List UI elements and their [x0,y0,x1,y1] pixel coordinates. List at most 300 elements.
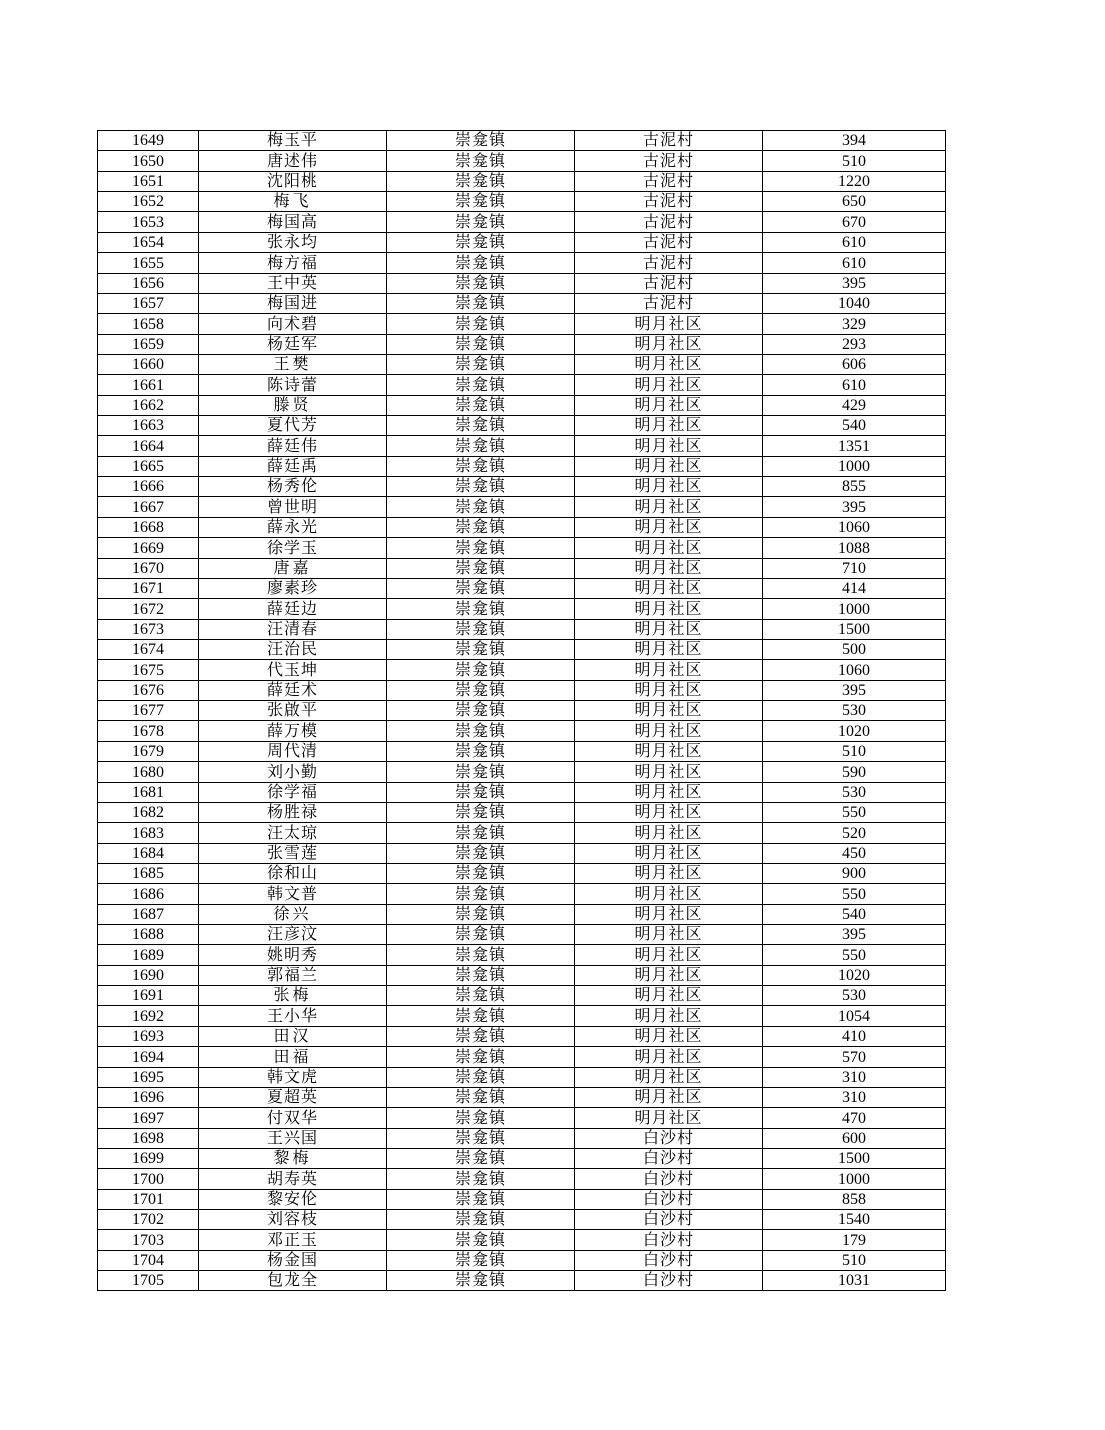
amount-cell: 858 [763,1189,946,1209]
table-row [98,741,946,761]
name-cell: 陈诗蕾 [199,375,387,395]
table-row [98,131,946,151]
village-cell: 明月社区 [575,334,763,354]
table-row [98,1230,946,1250]
amount-cell: 855 [763,477,946,497]
village-cell: 明月社区 [575,721,763,741]
town-cell: 崇龛镇 [387,762,575,782]
table-row [98,558,946,578]
name-cell: 邓正玉 [199,1230,387,1250]
row-number-cell: 1657 [98,293,199,313]
name-cell: 黎梅 [199,1148,387,1168]
village-cell: 明月社区 [575,538,763,558]
row-number-cell: 1674 [98,639,199,659]
town-cell: 崇龛镇 [387,273,575,293]
row-number-cell: 1676 [98,680,199,700]
town-cell: 崇龛镇 [387,171,575,191]
amount-cell: 410 [763,1026,946,1046]
village-cell: 明月社区 [575,497,763,517]
village-cell: 明月社区 [575,375,763,395]
amount-cell: 414 [763,578,946,598]
town-cell: 崇龛镇 [387,843,575,863]
amount-cell: 530 [763,701,946,721]
name-cell: 夏代芳 [199,416,387,436]
town-cell: 崇龛镇 [387,802,575,822]
village-cell: 古泥村 [575,253,763,273]
town-cell: 崇龛镇 [387,416,575,436]
row-number-cell: 1650 [98,151,199,171]
town-cell: 崇龛镇 [387,456,575,476]
amount-cell: 310 [763,1087,946,1107]
village-cell: 明月社区 [575,517,763,537]
town-cell: 崇龛镇 [387,558,575,578]
town-cell: 崇龛镇 [387,314,575,334]
row-number-cell: 1672 [98,599,199,619]
row-number-cell: 1701 [98,1189,199,1209]
amount-cell: 650 [763,192,946,212]
town-cell: 崇龛镇 [387,354,575,374]
name-cell: 梅方福 [199,253,387,273]
name-cell: 韩文虎 [199,1067,387,1087]
amount-cell: 590 [763,762,946,782]
row-number-cell: 1693 [98,1026,199,1046]
amount-cell: 395 [763,497,946,517]
amount-cell: 1040 [763,293,946,313]
amount-cell: 1020 [763,721,946,741]
row-number-cell: 1675 [98,660,199,680]
town-cell: 崇龛镇 [387,965,575,985]
row-number-cell: 1664 [98,436,199,456]
table-row [98,538,946,558]
name-cell: 杨胜禄 [199,802,387,822]
amount-cell: 1020 [763,965,946,985]
name-cell: 付双华 [199,1108,387,1128]
town-cell: 崇龛镇 [387,253,575,273]
village-cell: 明月社区 [575,741,763,761]
name-cell: 田汉 [199,1026,387,1046]
table-row [98,273,946,293]
village-cell: 白沙村 [575,1210,763,1230]
town-cell: 崇龛镇 [387,151,575,171]
name-cell: 梅国高 [199,212,387,232]
village-cell: 白沙村 [575,1169,763,1189]
table-row [98,232,946,252]
village-cell: 古泥村 [575,293,763,313]
table-row [98,436,946,456]
row-number-cell: 1702 [98,1210,199,1230]
amount-cell: 394 [763,131,946,151]
town-cell: 崇龛镇 [387,741,575,761]
table-row [98,701,946,721]
row-number-cell: 1663 [98,416,199,436]
village-cell: 明月社区 [575,578,763,598]
row-number-cell: 1703 [98,1230,199,1250]
town-cell: 崇龛镇 [387,823,575,843]
table-row [98,884,946,904]
amount-cell: 610 [763,253,946,273]
town-cell: 崇龛镇 [387,721,575,741]
name-cell: 汪彦汶 [199,925,387,945]
town-cell: 崇龛镇 [387,599,575,619]
table-row [98,456,946,476]
row-number-cell: 1688 [98,925,199,945]
row-number-cell: 1668 [98,517,199,537]
row-number-cell: 1662 [98,395,199,415]
row-number-cell: 1690 [98,965,199,985]
table-row [98,171,946,191]
town-cell: 崇龛镇 [387,1210,575,1230]
village-cell: 明月社区 [575,762,763,782]
name-cell: 徐和山 [199,863,387,883]
town-cell: 崇龛镇 [387,884,575,904]
name-cell: 汪治民 [199,639,387,659]
village-cell: 明月社区 [575,925,763,945]
table-row [98,1250,946,1270]
village-cell: 明月社区 [575,436,763,456]
amount-cell: 606 [763,354,946,374]
village-cell: 明月社区 [575,639,763,659]
table-row [98,823,946,843]
name-cell: 张梅 [199,986,387,1006]
village-cell: 古泥村 [575,131,763,151]
village-cell: 明月社区 [575,823,763,843]
amount-cell: 450 [763,843,946,863]
name-cell: 沈阳桃 [199,171,387,191]
table-row [98,375,946,395]
name-cell: 张啟平 [199,701,387,721]
amount-cell: 610 [763,232,946,252]
table-row [98,986,946,1006]
row-number-cell: 1682 [98,802,199,822]
name-cell: 徐学福 [199,782,387,802]
town-cell: 崇龛镇 [387,904,575,924]
town-cell: 崇龛镇 [387,639,575,659]
amount-cell: 550 [763,802,946,822]
row-number-cell: 1665 [98,456,199,476]
table-row [98,497,946,517]
village-cell: 古泥村 [575,232,763,252]
row-number-cell: 1686 [98,884,199,904]
village-cell: 明月社区 [575,395,763,415]
town-cell: 崇龛镇 [387,1026,575,1046]
amount-cell: 1500 [763,619,946,639]
name-cell: 包龙全 [199,1271,387,1291]
row-number-cell: 1694 [98,1047,199,1067]
name-cell: 汪太琼 [199,823,387,843]
name-cell: 杨秀伦 [199,477,387,497]
row-number-cell: 1654 [98,232,199,252]
amount-cell: 1000 [763,456,946,476]
village-cell: 明月社区 [575,1067,763,1087]
row-number-cell: 1685 [98,863,199,883]
table-row [98,863,946,883]
table-row [98,1026,946,1046]
amount-cell: 1000 [763,1169,946,1189]
village-cell: 明月社区 [575,477,763,497]
name-cell: 王兴国 [199,1128,387,1148]
name-cell: 滕贤 [199,395,387,415]
town-cell: 崇龛镇 [387,436,575,456]
town-cell: 崇龛镇 [387,701,575,721]
row-number-cell: 1684 [98,843,199,863]
amount-cell: 670 [763,212,946,232]
village-cell: 明月社区 [575,619,763,639]
table-row [98,965,946,985]
village-cell: 明月社区 [575,1087,763,1107]
town-cell: 崇龛镇 [387,232,575,252]
row-number-cell: 1704 [98,1250,199,1270]
name-cell: 向术碧 [199,314,387,334]
village-cell: 明月社区 [575,782,763,802]
table-row [98,660,946,680]
row-number-cell: 1673 [98,619,199,639]
village-cell: 明月社区 [575,802,763,822]
village-cell: 古泥村 [575,171,763,191]
town-cell: 崇龛镇 [387,1047,575,1067]
town-cell: 崇龛镇 [387,395,575,415]
amount-cell: 570 [763,1047,946,1067]
amount-cell: 900 [763,863,946,883]
table-row [98,599,946,619]
row-number-cell: 1651 [98,171,199,191]
town-cell: 崇龛镇 [387,1006,575,1026]
village-cell: 明月社区 [575,660,763,680]
town-cell: 崇龛镇 [387,477,575,497]
name-cell: 汪清春 [199,619,387,639]
table-row [98,904,946,924]
village-cell: 白沙村 [575,1148,763,1168]
village-cell: 明月社区 [575,354,763,374]
amount-cell: 530 [763,986,946,1006]
amount-cell: 550 [763,945,946,965]
amount-cell: 1000 [763,599,946,619]
table-row [98,517,946,537]
row-number-cell: 1677 [98,701,199,721]
table-row [98,762,946,782]
village-cell: 明月社区 [575,1047,763,1067]
town-cell: 崇龛镇 [387,497,575,517]
village-cell: 白沙村 [575,1250,763,1270]
village-cell: 古泥村 [575,273,763,293]
name-cell: 廖素珍 [199,578,387,598]
village-cell: 明月社区 [575,456,763,476]
row-number-cell: 1687 [98,904,199,924]
table-row [98,1210,946,1230]
village-cell: 明月社区 [575,680,763,700]
table-row [98,1271,946,1291]
town-cell: 崇龛镇 [387,1271,575,1291]
amount-cell: 500 [763,639,946,659]
name-cell: 刘容枝 [199,1210,387,1230]
village-cell: 古泥村 [575,151,763,171]
row-number-cell: 1653 [98,212,199,232]
table-row [98,477,946,497]
village-cell: 明月社区 [575,1006,763,1026]
village-cell: 明月社区 [575,314,763,334]
town-cell: 崇龛镇 [387,1108,575,1128]
village-cell: 明月社区 [575,1108,763,1128]
row-number-cell: 1659 [98,334,199,354]
table-row [98,680,946,700]
table-row [98,1128,946,1148]
amount-cell: 600 [763,1128,946,1148]
name-cell: 薛永光 [199,517,387,537]
row-number-cell: 1671 [98,578,199,598]
name-cell: 梅玉平 [199,131,387,151]
village-cell: 明月社区 [575,863,763,883]
row-number-cell: 1669 [98,538,199,558]
village-cell: 明月社区 [575,904,763,924]
village-cell: 明月社区 [575,416,763,436]
table-row [98,619,946,639]
table-row [98,395,946,415]
data-table [97,130,946,1291]
village-cell: 明月社区 [575,843,763,863]
table-row [98,1189,946,1209]
row-number-cell: 1700 [98,1169,199,1189]
amount-cell: 530 [763,782,946,802]
row-number-cell: 1689 [98,945,199,965]
town-cell: 崇龛镇 [387,680,575,700]
name-cell: 徐学玉 [199,538,387,558]
village-cell: 白沙村 [575,1128,763,1148]
table-row [98,782,946,802]
row-number-cell: 1695 [98,1067,199,1087]
table-row [98,1067,946,1087]
table-row [98,1047,946,1067]
town-cell: 崇龛镇 [387,334,575,354]
row-number-cell: 1680 [98,762,199,782]
town-cell: 崇龛镇 [387,293,575,313]
town-cell: 崇龛镇 [387,578,575,598]
town-cell: 崇龛镇 [387,1189,575,1209]
row-number-cell: 1679 [98,741,199,761]
village-cell: 古泥村 [575,212,763,232]
row-number-cell: 1661 [98,375,199,395]
name-cell: 徐兴 [199,904,387,924]
amount-cell: 540 [763,904,946,924]
name-cell: 夏超英 [199,1087,387,1107]
town-cell: 崇龛镇 [387,782,575,802]
village-cell: 明月社区 [575,558,763,578]
name-cell: 薛廷术 [199,680,387,700]
amount-cell: 329 [763,314,946,334]
amount-cell: 510 [763,741,946,761]
row-number-cell: 1691 [98,986,199,1006]
name-cell: 代玉坤 [199,660,387,680]
table-body [98,131,946,1291]
name-cell: 薛廷边 [199,599,387,619]
town-cell: 崇龛镇 [387,1148,575,1168]
row-number-cell: 1666 [98,477,199,497]
village-cell: 明月社区 [575,945,763,965]
name-cell: 薛万模 [199,721,387,741]
amount-cell: 520 [763,823,946,843]
amount-cell: 395 [763,273,946,293]
row-number-cell: 1652 [98,192,199,212]
amount-cell: 510 [763,151,946,171]
table-row [98,293,946,313]
village-cell: 白沙村 [575,1189,763,1209]
name-cell: 薛廷禹 [199,456,387,476]
town-cell: 崇龛镇 [387,192,575,212]
village-cell: 明月社区 [575,884,763,904]
row-number-cell: 1698 [98,1128,199,1148]
table-row [98,1108,946,1128]
table-row [98,151,946,171]
table-row [98,314,946,334]
amount-cell: 293 [763,334,946,354]
amount-cell: 1031 [763,1271,946,1291]
row-number-cell: 1697 [98,1108,199,1128]
row-number-cell: 1656 [98,273,199,293]
town-cell: 崇龛镇 [387,1250,575,1270]
table-row [98,925,946,945]
town-cell: 崇龛镇 [387,1087,575,1107]
row-number-cell: 1655 [98,253,199,273]
row-number-cell: 1660 [98,354,199,374]
name-cell: 郭福兰 [199,965,387,985]
row-number-cell: 1658 [98,314,199,334]
table-row [98,1006,946,1026]
town-cell: 崇龛镇 [387,1128,575,1148]
amount-cell: 179 [763,1230,946,1250]
table-row [98,253,946,273]
amount-cell: 1060 [763,517,946,537]
village-cell: 明月社区 [575,965,763,985]
row-number-cell: 1705 [98,1271,199,1291]
row-number-cell: 1699 [98,1148,199,1168]
name-cell: 梅国进 [199,293,387,313]
name-cell: 薛廷伟 [199,436,387,456]
table-row [98,354,946,374]
name-cell: 张雪莲 [199,843,387,863]
amount-cell: 310 [763,1067,946,1087]
amount-cell: 395 [763,680,946,700]
amount-cell: 1540 [763,1210,946,1230]
town-cell: 崇龛镇 [387,986,575,1006]
name-cell: 唐述伟 [199,151,387,171]
town-cell: 崇龛镇 [387,517,575,537]
amount-cell: 710 [763,558,946,578]
town-cell: 崇龛镇 [387,212,575,232]
name-cell: 王小华 [199,1006,387,1026]
town-cell: 崇龛镇 [387,925,575,945]
table-row [98,639,946,659]
village-cell: 古泥村 [575,192,763,212]
amount-cell: 1220 [763,171,946,191]
amount-cell: 429 [763,395,946,415]
table-row [98,843,946,863]
name-cell: 田福 [199,1047,387,1067]
town-cell: 崇龛镇 [387,1230,575,1250]
amount-cell: 1054 [763,1006,946,1026]
table-row [98,1169,946,1189]
village-cell: 明月社区 [575,599,763,619]
name-cell: 曾世明 [199,497,387,517]
amount-cell: 550 [763,884,946,904]
name-cell: 杨金国 [199,1250,387,1270]
name-cell: 胡寿英 [199,1169,387,1189]
amount-cell: 1351 [763,436,946,456]
town-cell: 崇龛镇 [387,619,575,639]
amount-cell: 610 [763,375,946,395]
table-row [98,1087,946,1107]
amount-cell: 470 [763,1108,946,1128]
name-cell: 周代清 [199,741,387,761]
name-cell: 唐嘉 [199,558,387,578]
table-row [98,334,946,354]
